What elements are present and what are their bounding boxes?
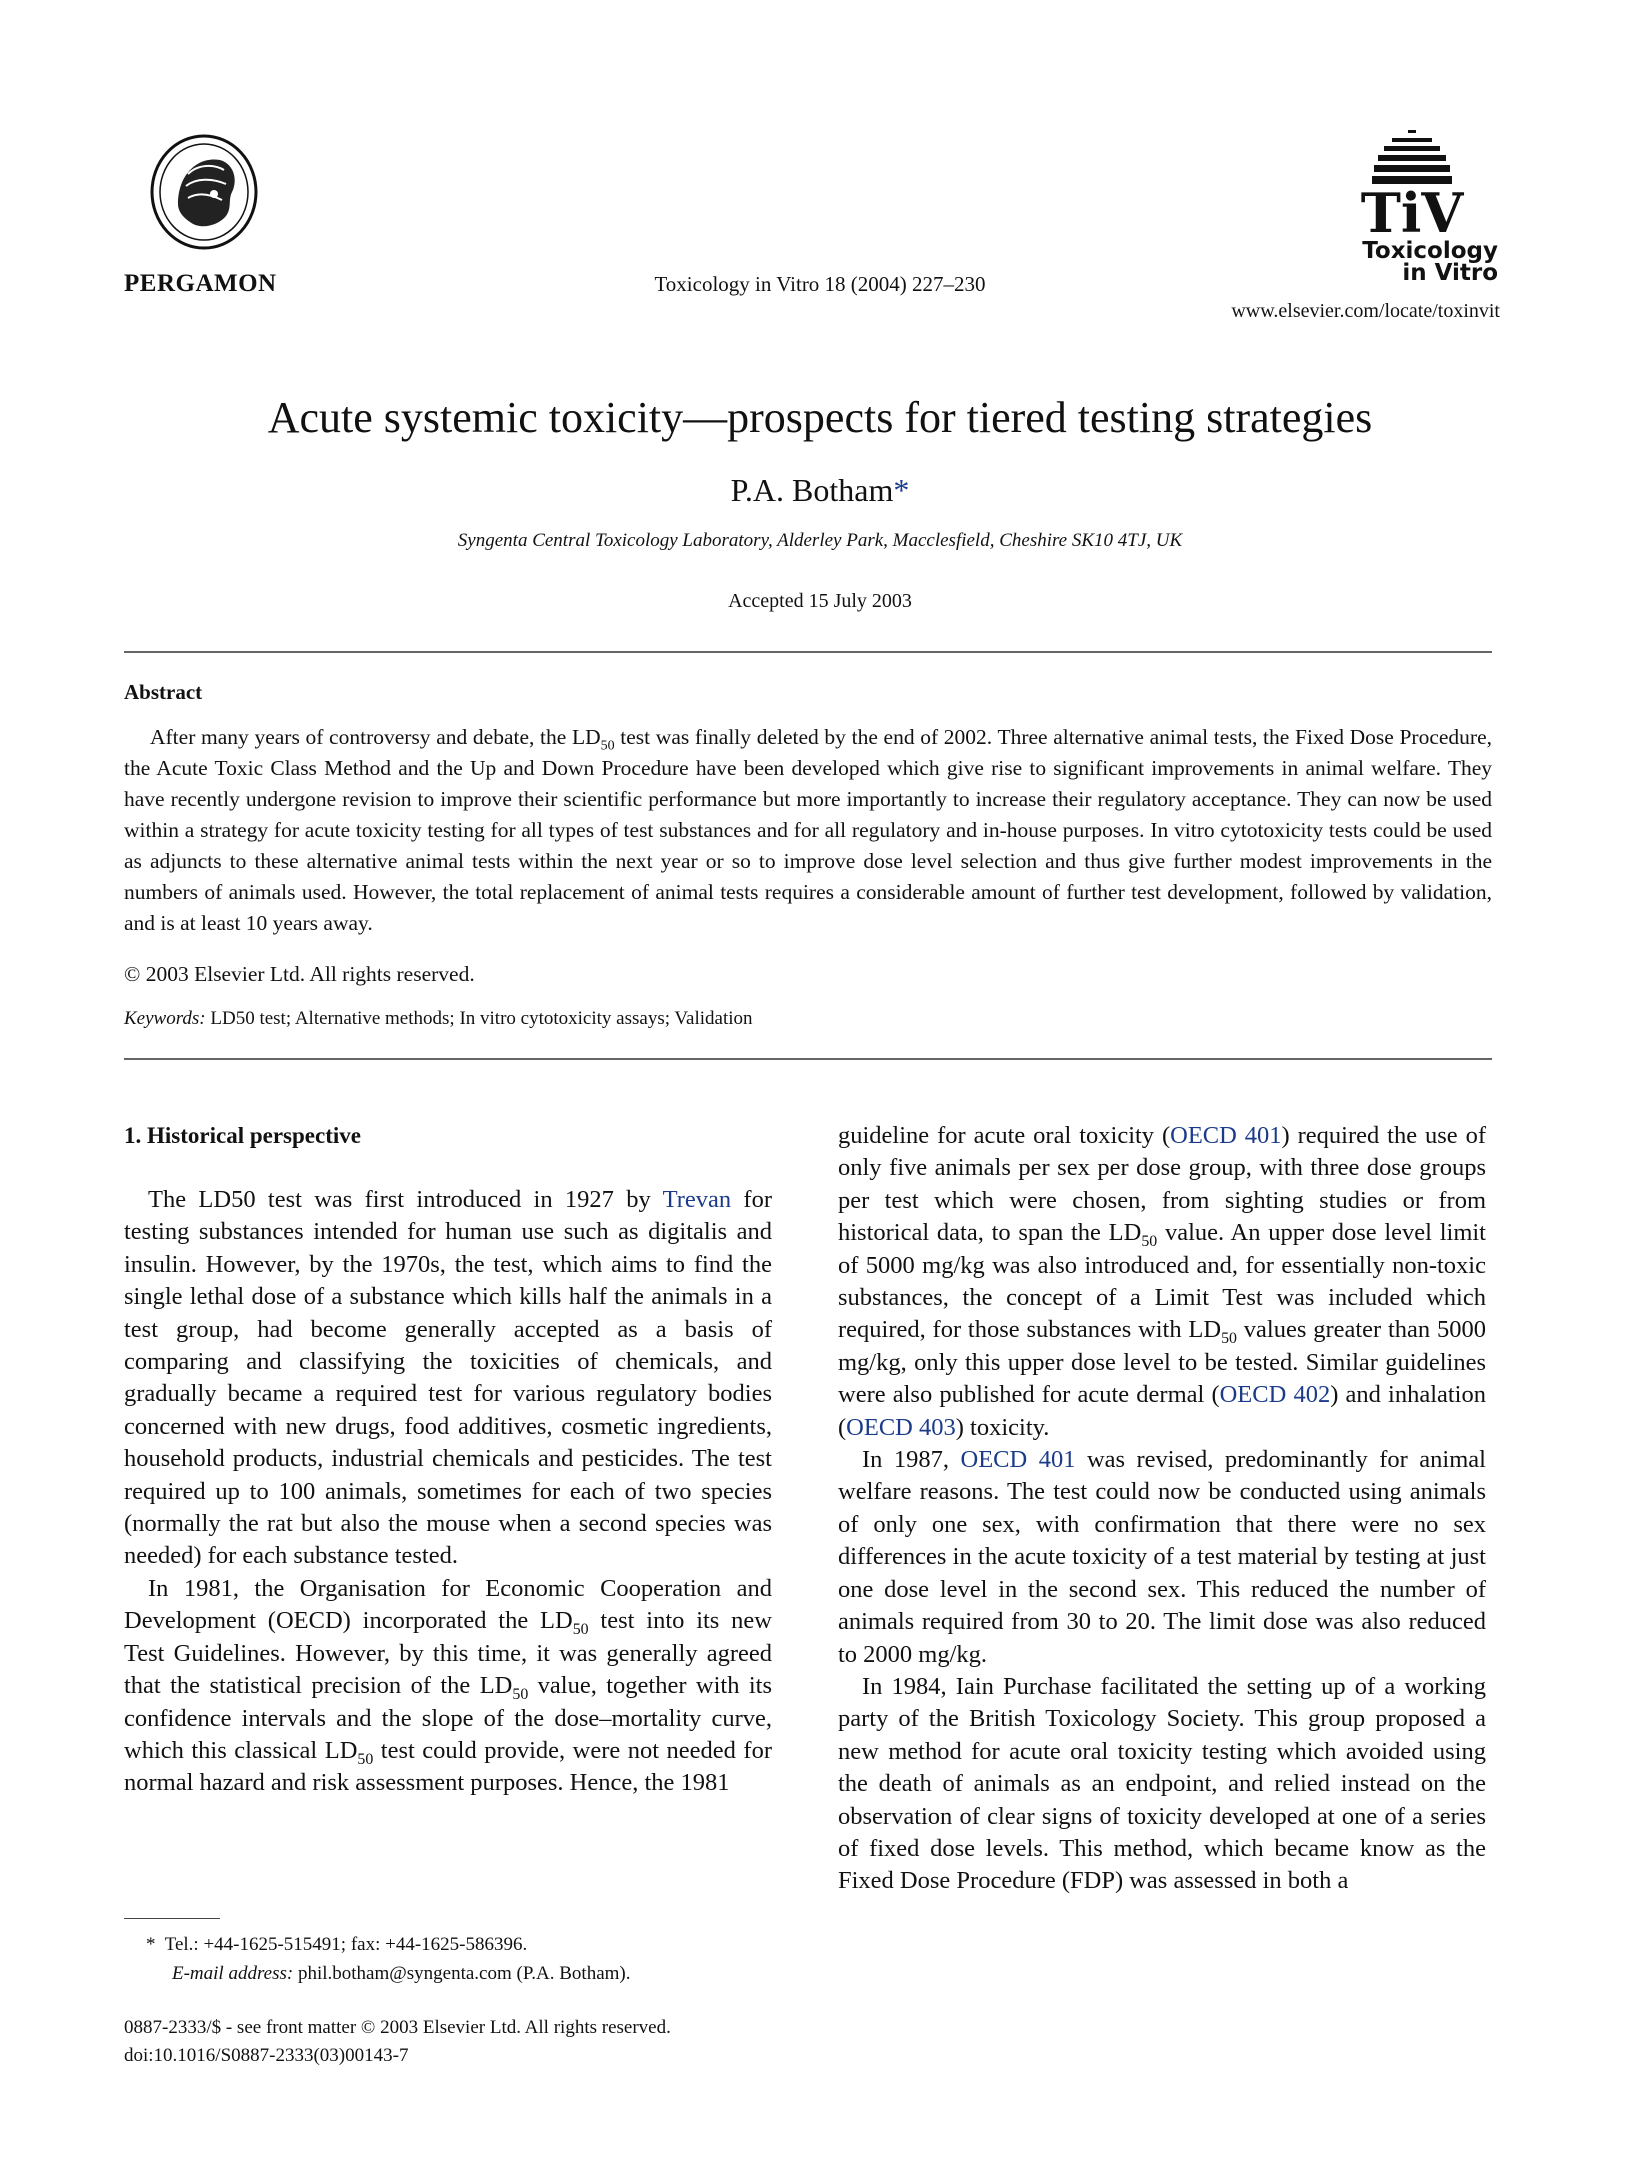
- doi-line[interactable]: doi:10.1016/S0887-2333(03)00143-7: [124, 2045, 409, 2066]
- abstract-heading: Abstract: [124, 680, 203, 704]
- abstract-text: After many years of controversy and debate, the $LD_{50}$ test was finally deleted by the end of 2002. Three alternative animal tests, the Fixed Dose Procedure, the Acute Toxic Class Method and the Up and Down Procedure have been developed which give rise to significant improvements in animal welfare. They have recently undergone revision to improve their scientific performance but more importantly to increase their regulatory acceptance. They can now be used within a strategy for acute toxicity testing for all types of test substances and for all regulatory and in-house purposes. In vitro cytotoxicity tests could be used as adjuncts to these alternative animal tests within the next year or so to improve dose level selection and thus give further modest improvements in the numbers of animals used. However, the total replacement of animal tests requires a considerable amount of further test development, followed by validation, and is at least 10 years away.: [124, 725, 1493, 935]
- journal-url[interactable]: www.elsevier.com/locate/toxinvit: [1231, 300, 1500, 322]
- reference-link-oecd-401[interactable]: OECD 401: [960, 1446, 1076, 1474]
- reference-link-oecd-402[interactable]: OECD 402: [1219, 1381, 1331, 1409]
- author-email[interactable]: phil.botham@syngenta.com (P.A. Botham).: [297, 1963, 631, 1984]
- keywords-list: LD50 test; Alternative methods; In vitro cytotoxicity assays; Validation: [210, 1008, 753, 1029]
- body-column-left: [124, 1120, 772, 1800]
- pergamon-logo-icon: [148, 134, 260, 254]
- journal-logo-line-1: Toxicology: [1362, 238, 1498, 264]
- abstract-top-rule: [124, 651, 1492, 653]
- section-heading: 1. Historical perspective: [124, 1123, 361, 1148]
- affiliation: Syngenta Central Toxicology Laboratory, Alderley Park, Macclesfield, Cheshire SK10 4TJ, UK: [457, 530, 1183, 551]
- tiv-logo-icon: [1340, 128, 1500, 240]
- svg-text:TiV: TiV: [1360, 181, 1464, 240]
- reference-link-oecd-401[interactable]: OECD 401: [1170, 1122, 1282, 1149]
- author-footnote-mark[interactable]: *: [893, 472, 910, 508]
- email-label: E-mail address:: [172, 1963, 294, 1984]
- reference-link-oecd-403[interactable]: OECD 403: [846, 1413, 956, 1441]
- footnote-mark: *: [146, 1934, 156, 1955]
- keywords: [124, 1008, 753, 1030]
- footnote-rule: [124, 1918, 220, 1919]
- paragraph: In 1984, Iain Purchase facilitated the setting up of a working party of the British Toxicology Society. This group proposed a new method for acute oral toxicity testing which avoided using the death of animals as an endpoint, and relied instead on the observation of clear signs of toxicity developed at one of a series of fixed dose levels. This method, which became know as the Fixed Dose Procedure (FDP) was assessed in both a: [838, 1672, 1486, 1895]
- issn-line: 0887-2333/$ - see front matter © 2003 Elsevier Ltd. All rights reserved.: [124, 2017, 671, 2038]
- abstract-bottom-rule: [124, 1058, 1492, 1060]
- paragraph: In 1987, OECD 401 was revised, predominantly for animal welfare reasons. The test could now be conducted using animals of only one sex, with confirmation that there were no sex differences in the acute toxicity of a test material by testing at just one dose level in the second sex. This reduced the number of animals required from 30 to 20. The limit dose was also reduced to 2000 mg/kg.: [838, 1446, 1486, 1668]
- author-footnote: [146, 1930, 631, 1988]
- paragraph: In 1981, the Organisation for Economic Cooperation and Development (OECD) incorporated the $LD_{50}$ test into its new Test Guidelines. However, by this time, it was generally agreed that the statistical precision of the $LD_{50}$ value, together with its confidence intervals and the slope of the dose–mortality curve, which this classical $LD_{50}$ test could provide, were not needed for normal hazard and risk assessment purposes. Hence, the 1981: [124, 1574, 772, 1797]
- journal-reference: Toxicology in Vitro 18 (2004) 227–230: [654, 272, 986, 296]
- abstract-copyright: © 2003 Elsevier Ltd. All rights reserved.: [124, 962, 475, 986]
- journal-logo-line-2: in Vitro: [1402, 260, 1498, 286]
- accepted-date: Accepted 15 July 2003: [728, 590, 912, 612]
- footnote-phone: Tel.: +44-1625-515491; fax: +44-1625-586396.: [164, 1934, 528, 1955]
- author-name: P.A. Botham: [730, 472, 894, 508]
- reference-link-trevan[interactable]: Trevan: [662, 1186, 732, 1213]
- body-column-right: [838, 1120, 1486, 1898]
- journal-logo: [1340, 128, 1500, 288]
- publisher-name: PERGAMON: [124, 270, 277, 297]
- paragraph: The LD50 test was first introduced in 1927 by Trevan for testing substances intended for human use such as digitalis and insulin. However, by the 1970s, the test, which aims to find the single lethal dose of a substance which kills half the animals in a test group, had become generally accepted as a basis of comparing and classifying the toxicities of chemicals, and gradually became a required test for various regulatory bodies concerned with new drugs, food additives, cosmetic ingredients, household products, industrial chemicals and pesticides. The test required up to 100 animals, sometimes for each of two species (normally the rat but also the mouse when a second species was needed) for each substance tested.: [124, 1186, 772, 1570]
- paragraph: guideline for acute oral toxicity (OECD 401) required the use of only five animals per sex per dose group, with three dose groups per test which were chosen, from sighting studies or from historical data, to span the $LD_{50}$ value. An upper dose level limit of 5000 mg/kg was also introduced and, for essentially non-toxic substances, the concept of a Limit Test was included which required, for those substances with $LD_{50}$ values greater than 5000 mg/kg, only this upper dose level to be tested. Similar guidelines were also published for acute dermal (OECD 402) and inhalation (OECD 403) toxicity.: [838, 1122, 1486, 1441]
- article-title: Acute systemic toxicity—prospects for tiered testing strategies: [267, 393, 1373, 442]
- keywords-label: Keywords:: [124, 1008, 206, 1029]
- front-matter: [124, 2014, 671, 2070]
- author-line: [0, 472, 1640, 509]
